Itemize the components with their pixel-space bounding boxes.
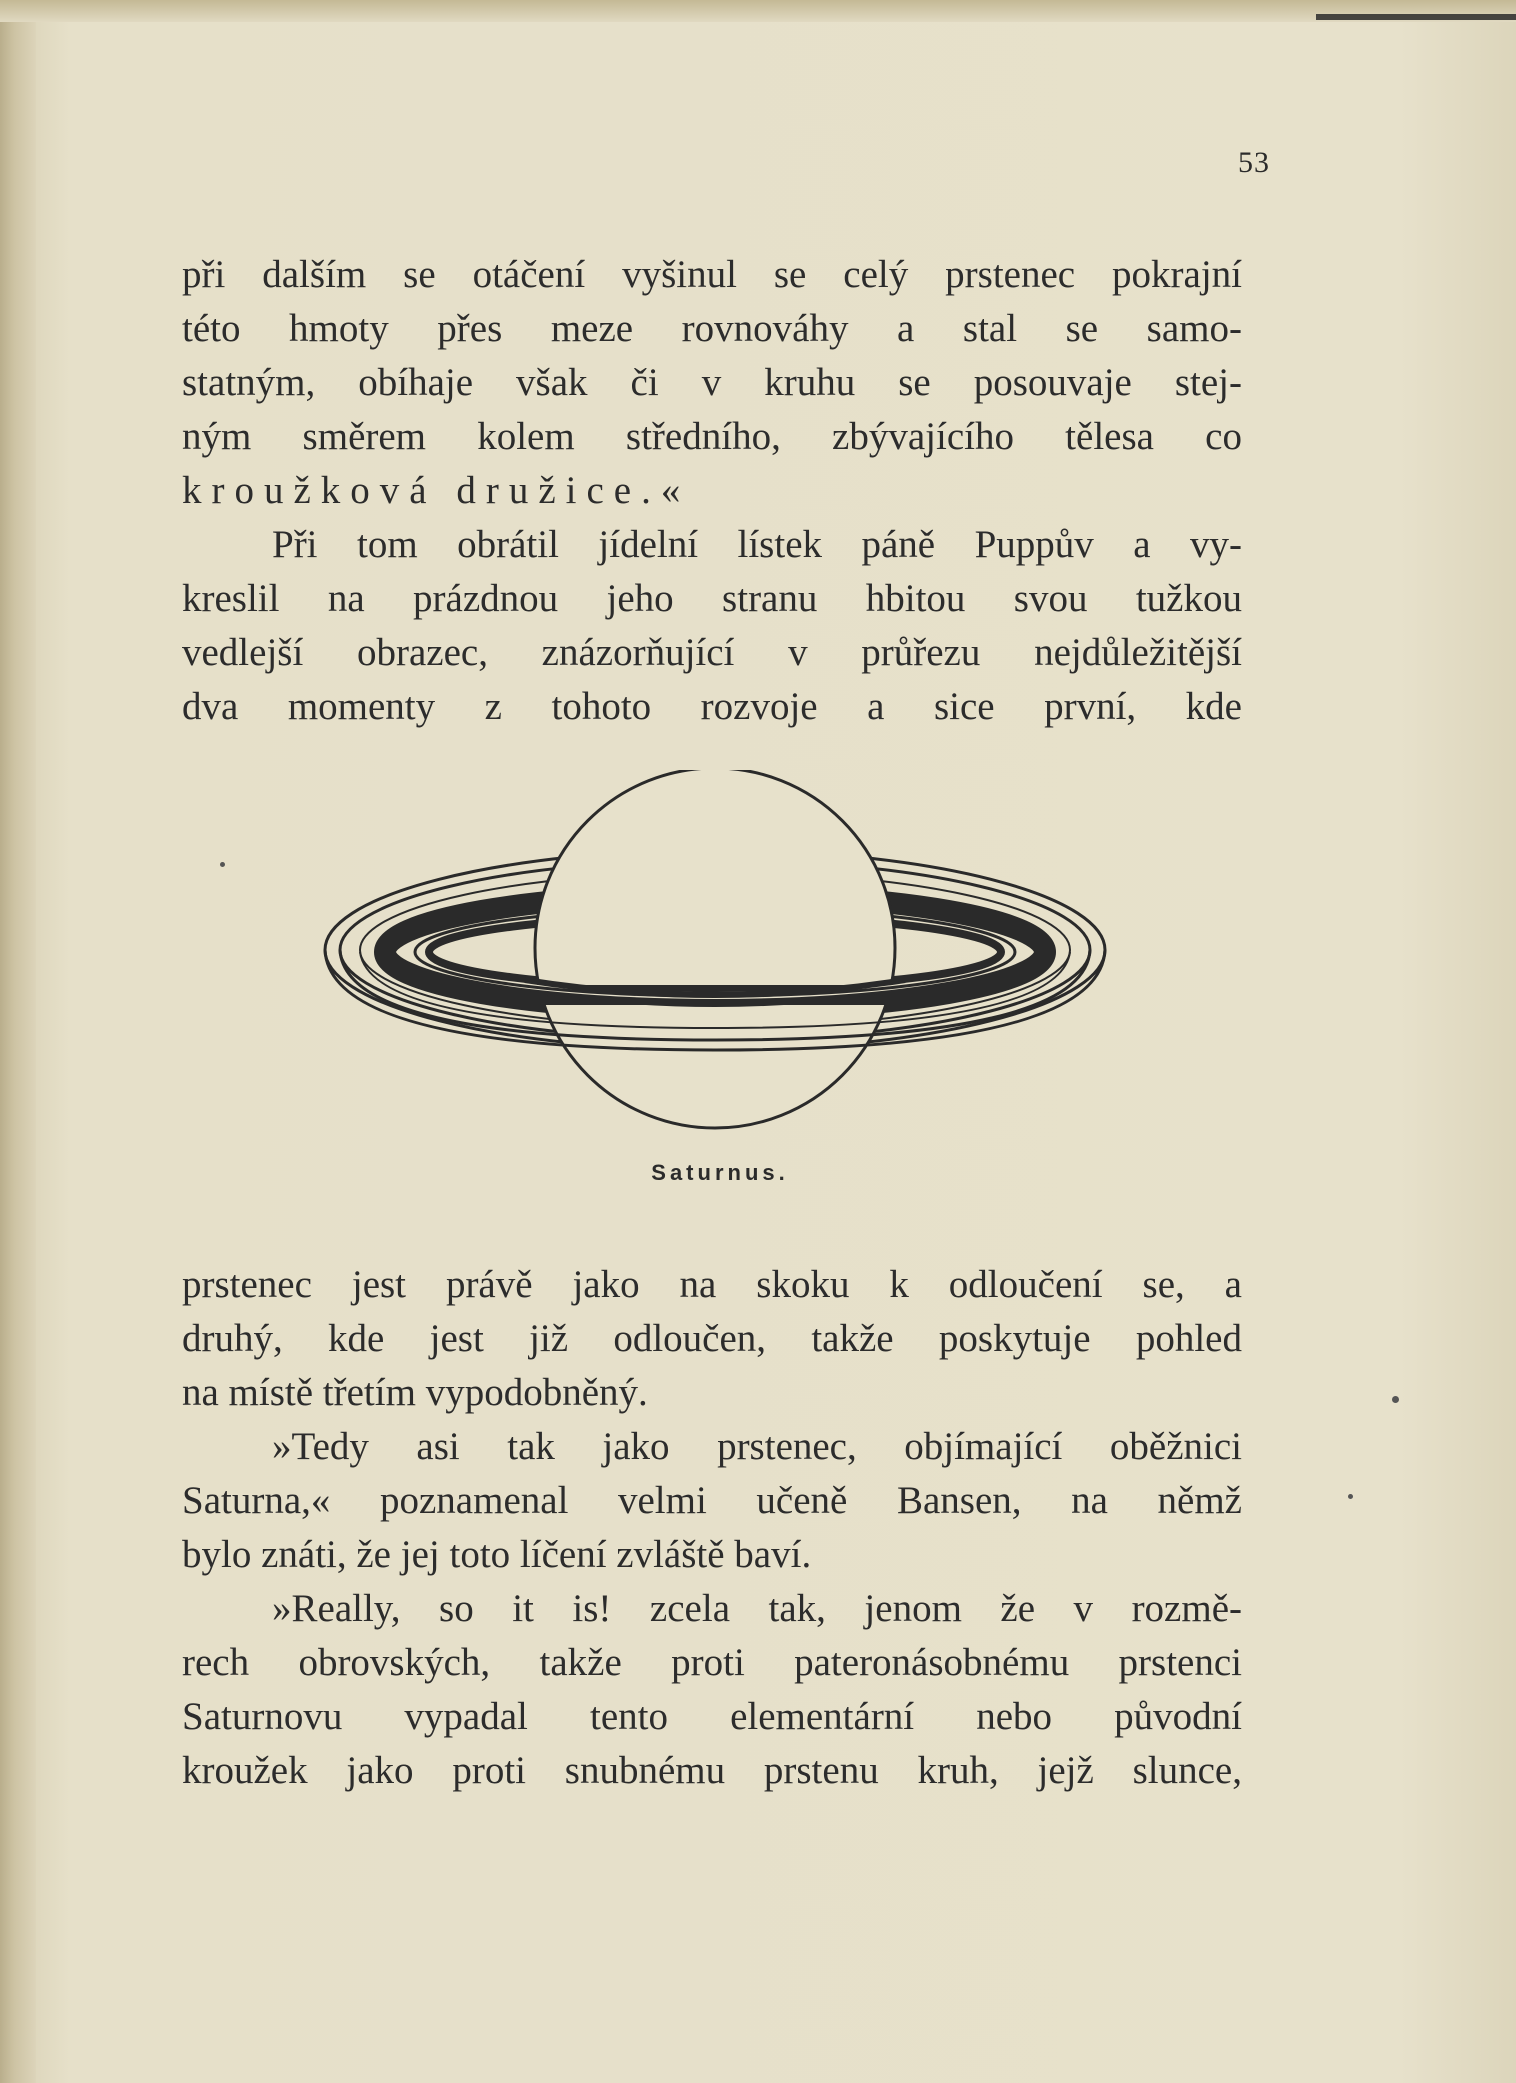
text-line: kroužková družice.« — [182, 469, 691, 512]
text-line: této hmoty přes meze rovnováhy a stal se samo- — [182, 307, 1242, 350]
text-line: »Tedy asi tak jako prstenec, objímající oběžnici — [272, 1425, 1242, 1468]
paper-speck — [1392, 1396, 1399, 1403]
text-line: Saturnovu vypadal tento elementární nebo původní — [182, 1695, 1242, 1738]
text-block-top — [182, 248, 1242, 734]
page-number: 53 — [1238, 146, 1270, 179]
paper-speck — [220, 862, 225, 867]
saturn-illustration-icon — [300, 770, 1130, 1170]
top-ink-mark — [1316, 14, 1516, 20]
text-line: při dalším se otáčení vyšinul se celý prstenec pokrajní — [182, 253, 1242, 296]
text-line: »Really, so it is! zcela tak, jenom že v rozmě- — [272, 1587, 1242, 1630]
text-line: kreslil na prázdnou jeho stranu hbitou svou tužkou — [182, 577, 1242, 620]
text-line: ným směrem kolem středního, zbývajícího tělesa co — [182, 415, 1242, 458]
text-block-bottom — [182, 1258, 1242, 1798]
text-line: dva momenty z tohoto rozvoje a sice první, kde — [182, 685, 1242, 728]
text-line: Při tom obrátil jídelní lístek páně Puppův a vy- — [272, 523, 1242, 566]
text-line: na místě třetím vypodobněný. — [182, 1371, 648, 1414]
text-line: prstenec jest právě jako na skoku k odloučení se, a — [182, 1263, 1242, 1306]
figure-caption: Saturnus. — [651, 1160, 789, 1185]
text-line: Saturna,« poznamenal velmi učeně Bansen, na němž — [182, 1479, 1242, 1522]
text-line: statným, obíhaje však či v kruhu se posouvaje stej- — [182, 361, 1242, 404]
text-line: kroužek jako proti snubnému prstenu kruh, jejž slunce, — [182, 1749, 1242, 1792]
text-line: vedlejší obrazec, znázorňující v průřezu nejdůležitější — [182, 631, 1242, 674]
binding-edge — [0, 0, 36, 2083]
text-line: druhý, kde jest již odloučen, takže poskytuje pohled — [182, 1317, 1242, 1360]
top-edge — [0, 0, 1516, 22]
text-line: bylo znáti, že jej toto líčení zvláště baví. — [182, 1533, 812, 1576]
text-line: rech obrovských, takže proti pateronásobnému prstenci — [182, 1641, 1242, 1684]
paper-speck — [1348, 1494, 1353, 1499]
